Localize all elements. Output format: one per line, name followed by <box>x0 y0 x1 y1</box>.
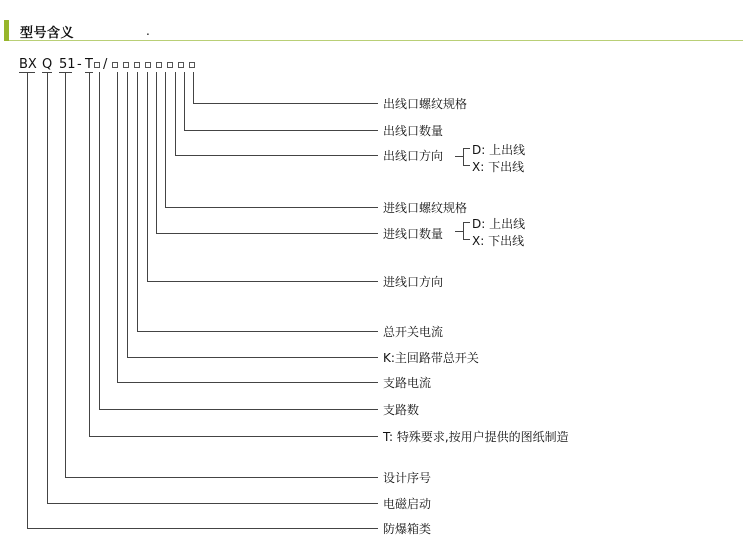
leader-design-no <box>66 72 379 478</box>
label-inlet-thread: 进线口螺纹规格 <box>383 201 468 215</box>
code-bx: BX <box>19 57 37 72</box>
leader-electromagnetic <box>48 72 379 504</box>
label-electromagnetic: 电磁启动 <box>383 497 432 511</box>
leader-main-switch-current <box>138 72 379 332</box>
option-inlet-down: X: 下出线 <box>472 234 525 248</box>
header-dot: . <box>146 24 150 38</box>
bracket-outlet-options <box>464 149 471 166</box>
code-51: 51 <box>59 57 76 72</box>
label-outlet-count: 出线口数量 <box>383 124 444 138</box>
leader-inlet-count <box>157 72 379 234</box>
code-dash: - <box>77 57 82 72</box>
leader-inlet-thread <box>166 72 379 208</box>
option-inlet-up: D: 上出线 <box>472 217 526 231</box>
label-branch-count: 支路数 <box>383 403 420 417</box>
label-special: T: 特殊要求,按用户提供的图纸制造 <box>383 430 569 444</box>
label-outlet-direction: 出线口方向 <box>383 149 444 163</box>
code-t: T <box>85 57 93 72</box>
label-main-switch-current: 总开关电流 <box>383 325 444 339</box>
code-q: Q <box>42 57 53 72</box>
label-inlet-direction: 进线口方向 <box>383 275 444 289</box>
leader-outlet-thread <box>194 72 379 104</box>
leader-outlet-direction <box>176 72 379 156</box>
leader-branch-count <box>100 72 379 410</box>
label-explosion-proof: 防爆箱类 <box>383 522 432 536</box>
label-main-switch: K:主回路带总开关 <box>383 351 479 365</box>
page-title: 型号含义 <box>20 26 75 41</box>
label-branch-current: 支路电流 <box>383 376 432 390</box>
code-slash: / <box>103 57 108 72</box>
label-design-no: 设计序号 <box>383 471 432 485</box>
option-outlet-down: X: 下出线 <box>472 160 525 174</box>
leader-outlet-count <box>185 72 379 131</box>
bracket-inlet-options <box>464 223 471 240</box>
leader-explosion-proof <box>28 72 379 529</box>
label-outlet-thread: 出线口螺纹规格 <box>383 97 468 111</box>
leader-special <box>90 72 379 437</box>
label-inlet-count: 进线口数量 <box>383 227 444 241</box>
option-outlet-up: D: 上出线 <box>472 143 526 157</box>
